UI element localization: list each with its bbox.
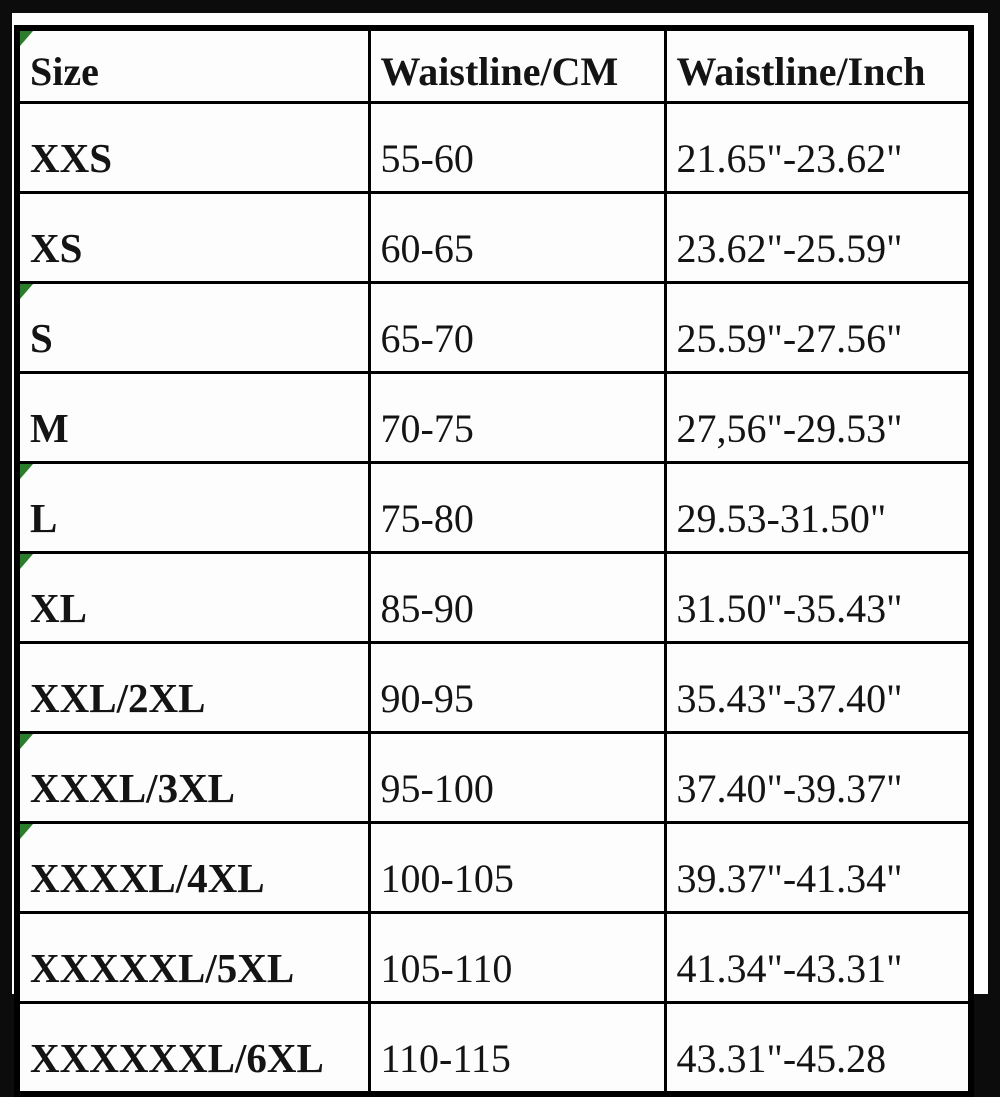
size-cell	[17, 283, 369, 373]
inch-cell-text: 25.59"-27.56"	[676, 316, 903, 361]
cm-cell	[369, 193, 665, 283]
green-corner-marker	[20, 464, 33, 479]
cm-cell	[369, 913, 665, 1003]
cm-cell-text: 95-100	[380, 766, 494, 811]
size-cell	[17, 643, 369, 733]
size-cell-text: S	[30, 315, 53, 361]
inch-cell	[665, 553, 971, 643]
size-chart-sheet	[12, 13, 988, 1081]
header-waistline-cm-label: Waistline/CM	[380, 49, 619, 94]
table-row	[17, 913, 971, 1003]
cm-cell	[369, 733, 665, 823]
cm-cell-text: 75-80	[380, 496, 474, 541]
header-size-label: Size	[30, 49, 99, 94]
table-row	[17, 643, 971, 733]
size-cell	[17, 1003, 369, 1095]
inch-cell	[665, 193, 971, 283]
table-row	[17, 193, 971, 283]
size-cell	[17, 553, 369, 643]
green-corner-marker	[20, 554, 33, 569]
cm-cell	[369, 553, 665, 643]
cm-cell-text: 90-95	[380, 676, 474, 721]
green-corner-marker	[20, 734, 33, 749]
size-cell	[17, 913, 369, 1003]
header-cell-waistline-cm	[369, 28, 665, 103]
inch-cell-text: 21.65"-23.62"	[676, 136, 903, 181]
inch-cell	[665, 643, 971, 733]
size-cell	[17, 373, 369, 463]
table-row	[17, 553, 971, 643]
cm-cell-text: 70-75	[380, 406, 474, 451]
size-cell-text: XXXL/3XL	[30, 765, 236, 811]
inch-cell	[665, 823, 971, 913]
inch-cell	[665, 103, 971, 193]
cm-cell-text: 105-110	[380, 946, 513, 991]
cm-cell	[369, 1003, 665, 1095]
header-row	[17, 28, 971, 103]
cm-cell	[369, 463, 665, 553]
cm-cell	[369, 373, 665, 463]
size-cell	[17, 823, 369, 913]
size-cell-text: L	[30, 495, 58, 541]
cm-cell	[369, 283, 665, 373]
size-cell-text: XXXXXL/5XL	[30, 945, 295, 991]
cm-cell-text: 65-70	[380, 316, 474, 361]
table-body	[17, 103, 971, 1095]
table-row	[17, 1003, 971, 1095]
size-cell-text: XXXXL/4XL	[30, 855, 265, 901]
cm-cell	[369, 103, 665, 193]
green-corner-marker	[20, 31, 33, 46]
cm-cell-text: 100-105	[380, 856, 514, 901]
size-cell-text: XXL/2XL	[30, 675, 206, 721]
table-row	[17, 283, 971, 373]
table-row	[17, 733, 971, 823]
inch-cell-text: 27,56"-29.53"	[676, 406, 903, 451]
inch-cell	[665, 463, 971, 553]
size-cell-text: XL	[30, 585, 87, 631]
cm-cell-text: 55-60	[380, 136, 474, 181]
cm-cell	[369, 823, 665, 913]
size-cell	[17, 463, 369, 553]
size-chart-table	[14, 25, 974, 1097]
cm-cell-text: 85-90	[380, 586, 474, 631]
size-cell	[17, 733, 369, 823]
inch-cell	[665, 373, 971, 463]
header-waistline-inch-label: Waistline/Inch	[676, 49, 926, 94]
inch-cell-text: 37.40"-39.37"	[676, 766, 903, 811]
inch-cell	[665, 283, 971, 373]
header-cell-waistline-inch	[665, 28, 971, 103]
size-cell-text: XXS	[30, 135, 113, 181]
inch-cell	[665, 1003, 971, 1095]
table-row	[17, 463, 971, 553]
inch-cell	[665, 733, 971, 823]
inch-cell-text: 43.31"-45.28	[676, 1036, 887, 1081]
inch-cell-text: 23.62"-25.59"	[676, 226, 903, 271]
green-corner-marker	[20, 824, 33, 839]
inch-cell	[665, 913, 971, 1003]
table-row	[17, 103, 971, 193]
header-cell-size	[17, 28, 369, 103]
cm-cell-text: 60-65	[380, 226, 474, 271]
inch-cell-text: 35.43"-37.40"	[676, 676, 903, 721]
cm-cell-text: 110-115	[380, 1036, 511, 1081]
size-cell-text: XXXXXXL/6XL	[30, 1035, 324, 1081]
size-cell	[17, 103, 369, 193]
inch-cell-text: 39.37"-41.34"	[676, 856, 903, 901]
inch-cell-text: 31.50"-35.43"	[676, 586, 903, 631]
inch-cell-text: 41.34"-43.31"	[676, 946, 903, 991]
green-corner-marker	[20, 284, 33, 299]
size-cell-text: M	[30, 405, 69, 451]
table-row	[17, 373, 971, 463]
inch-cell-text: 29.53-31.50"	[676, 496, 887, 541]
cm-cell	[369, 643, 665, 733]
table-row	[17, 823, 971, 913]
size-cell-text: XS	[30, 225, 83, 271]
size-cell	[17, 193, 369, 283]
